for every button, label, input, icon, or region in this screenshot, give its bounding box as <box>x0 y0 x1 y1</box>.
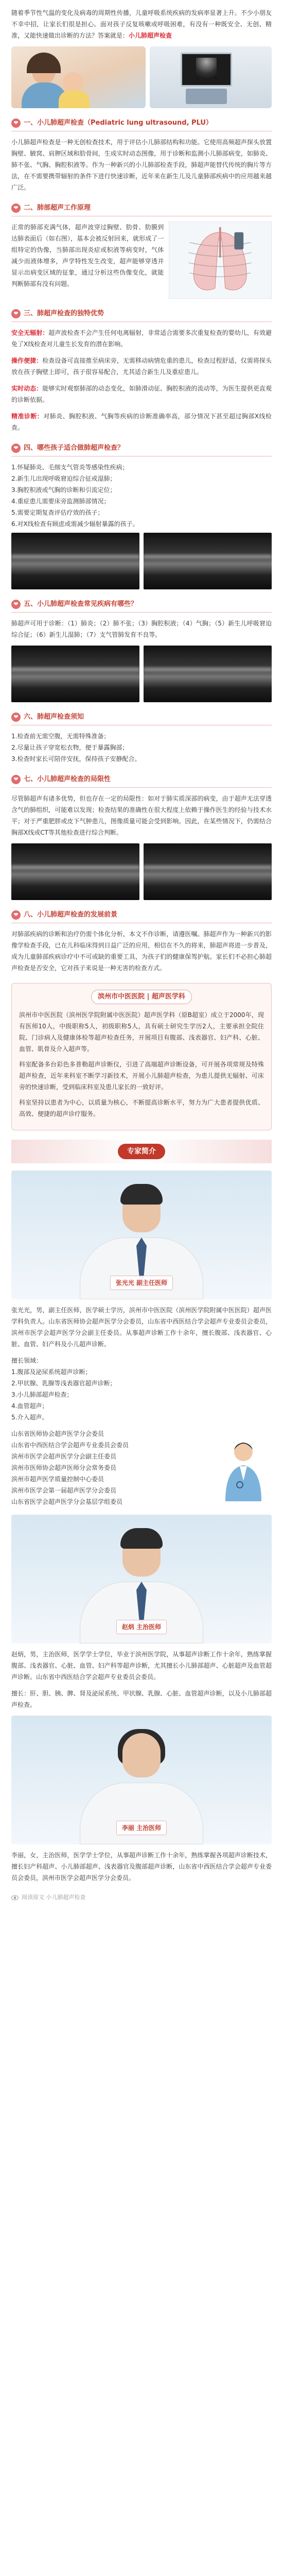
hospital-banner-head: 滨州市中医医院 | 超声医学科 <box>19 990 264 1004</box>
section-title-5: ❤ 五、小儿肺超声检查常见疾病有哪些？ <box>11 599 272 610</box>
title-underline <box>11 612 272 613</box>
section-title-7: ❤ 七、小儿肺超声检查的局限性 <box>11 774 272 785</box>
honor-item: 山东省医师协会超声医学分会委员 <box>11 1430 104 1437</box>
banner-text: 科室配备多台彩色多普勒超声诊断仪，引进了高端超声诊断设备，可开展各项常规及特殊超声检查，近年来科室不断学习新技术，开展小儿肺超声检查，为患儿提供无辐射、可床旁的快速诊断，受到临床科室及患儿家长的一致好评。 <box>19 1061 264 1091</box>
ultrasound-image-pair <box>11 646 272 702</box>
hospital-banner <box>11 983 272 1130</box>
section-1-text: 小儿肺超声检查是一种无创检查技术，用于评估小儿肺部结构和功能。它使用高频超声探头放置胸壁、腋窝、肩胛区域和肋骨间，生成实时动态图像，用于诊断和监测小儿肺部病变，如肺炎、肺不张、气胸、胸腔积液等。作为一种新兴的小儿肺部检查手段，肺超声能替代传统的胸片等方法，在不需要携带辐射的条件下进行快速诊断，近年来在新生儿及儿童肺部疾病中的应用越来越广泛。 <box>11 139 272 191</box>
expert-intro-label: 专家简介 <box>118 1144 165 1159</box>
hero-ultrasound-machine <box>150 46 272 108</box>
ultrasound-image <box>144 843 272 900</box>
section-title-6: ❤ 六、肺超声检查须知 <box>11 711 272 723</box>
doctor-name-tag: 李丽 主治医师 <box>116 1821 167 1835</box>
heart-icon: ❤ <box>11 444 21 453</box>
doctor-name-tag: 张光光 副主任医师 <box>110 1276 173 1290</box>
advantage-item: 精准诊断：对肺炎、胸腔积液、气胸等疾病的诊断准确率高，部分情况下甚至超过胸部X线检查。 <box>11 413 272 431</box>
list-item: 2.新生儿出现呼吸窘迫综合征或湿肺； <box>11 475 116 482</box>
ultrasound-image <box>11 843 139 900</box>
doctor-photo <box>11 1515 272 1643</box>
medical-staff-icon <box>215 1434 272 1501</box>
section-title-2: ❤ 二、肺部超声工作原理 <box>11 202 272 214</box>
honor-item: 滨州市医师协会超声医师分会常务委员 <box>11 1464 117 1471</box>
doctor-bio: 张光光，男，副主任医师，医学硕士学历，滨州市中医医院（滨州医学院附属中医医院）超声医学科负责人。山东省医师协会超声医学分会委员，山东省中西医结合学会超声专业委员会委员，滨州市医学会超声医学分会副主任委员。从事超声诊断工作十余年，擅长腹部、浅表器官、心脏、血管、妇产科及小儿超声诊断。 <box>11 1307 272 1348</box>
lung-diagram-icon <box>169 222 271 298</box>
department-name: 超声医学科 <box>151 993 185 1001</box>
honor-item: 滨州市医学会第一届超声医学分会委员 <box>11 1487 117 1494</box>
section-2-body <box>11 222 272 299</box>
heart-icon: ❤ <box>11 713 21 722</box>
read-original-link[interactable] <box>11 1892 272 1903</box>
ultrasound-image-pair <box>11 533 272 589</box>
hospital-name: 滨州市中医医院 <box>98 993 145 1001</box>
eye-icon <box>11 1895 19 1900</box>
list-item: 2.尽量让孩子穿宽松衣物，便于暴露胸部； <box>11 744 129 751</box>
doctor-bio: 擅长：肝、胆、胰、脾、肾及泌尿系统、甲状腺、乳腺、心脏、血管超声诊断，以及小儿肺部超声检查。 <box>11 1690 272 1708</box>
section-8-text: 对肺部疾病的诊断和治疗仍需个体化分析，本文不作诊断，请遵医嘱。肺超声作为一种新兴的影像学检查手段，已在儿科临床得到日益广泛的应用，相信在不久的将来，肺超声将进一步普及，成为儿童肺部疾病诊疗中不可或缺的重要工具，为孩子们的健康保驾护航。家长们不必担心肺超声检查是否安全，它对孩子来说是一种无害的检查方式。 <box>11 930 272 972</box>
honors-block <box>11 1428 272 1507</box>
section-title-1: ❤ 一、小儿肺超声检查（Pediatric lung ultrasound, PLU） <box>11 117 272 129</box>
list-item: 4.重症患儿需要床旁监测肺部情况； <box>11 498 110 505</box>
heart-icon: ❤ <box>11 775 21 784</box>
banner-text: 滨州市中医医院（滨州医学院附属中医医院）超声医学科（原B超室）成立于2000年，现有医师10人，中级职称5人，初级职称5人，具有硕士研究生学历2人，主要承担全院住院、门诊病人及健康体检等超声检查任务，开展项目有腹部、浅表器官、妇产科、心脏、血管、肌骨及介入超声等。 <box>19 1011 264 1053</box>
honor-item: 滨州市超声医学质量控制中心委员 <box>11 1476 104 1483</box>
ultrasound-image-pair <box>11 843 272 900</box>
doctor-photo <box>11 1171 272 1299</box>
section-5-text: 肺超声可用于诊断：（1）肺炎；（2）肺不张；（3）胸腔积液；（4）气胸；（5）新生儿呼吸窘迫综合征；（6）新生儿湿肺；（7）支气管肺发育不良等。 <box>11 620 272 638</box>
honor-item: 滨州市医学会超声医学分会副主任委员 <box>11 1453 117 1460</box>
section-2-text: 正常的肺部充满气体，超声波穿过胸壁、肋骨、肋膜到达肺表面后（如右图），基本会被反射回来，就形成了一组特定的伪像，当肺部出现炎症或积液等病变时，气体减少而液体增多，声学特性发生改变，超声能够穿透并显示出病变区域的征象，通过分析这些伪像变化，就能判断肺部有没有问题。 <box>11 224 164 287</box>
section-title-4: ❤ 四、哪些孩子适合做肺超声检查？ <box>11 443 272 454</box>
advantage-item: 实时动态：能够实时观察肺部的动态变化，如肺滑动征、胸腔积液的流动等，为医生提供更直观的诊断依据。 <box>11 385 272 403</box>
title-underline <box>11 787 272 788</box>
intro-paragraph: 随着季节性气温的变化及病毒的周期性传播，儿童呼吸系统疾病的发病率显著上升。不少小朋友不幸中招，让家长们很是担心。面对孩子反复咳嗽或呼吸困难，有没有一种既安全、无创、精准，又能快速做出诊断的方法？答案就是：小儿肺超声检查 <box>11 9 272 39</box>
doctor-bio: 李丽，女，主治医师，医学学士学位，从事超声诊断工作十余年，熟练掌握各项超声诊断技术，擅长妇产科超声、小儿肺部超声、浅表器官及腹部超声诊断，山东省中西医结合学会超声专业委员会委员，滨州市医学会超声医学分会委员。 <box>11 1852 272 1882</box>
ultrasound-image <box>144 646 272 702</box>
advantage-item: 操作便捷：检查设备可直接推至病床旁，无需移动病情危重的患儿，检查过程舒适，仅需将探头放在孩子胸壁上即可，孩子很容易配合，尤其适合新生儿及重症患儿。 <box>11 357 272 376</box>
advantage-item: 安全无辐射：超声波检查不会产生任何电离辐射，非常适合需要多次重复检查的婴幼儿，有效避免了X线检查对儿童生长发育的潜在影响。 <box>11 329 272 348</box>
doctor-bio: 赵炳，男，主治医师，医学学士学位，毕业于滨州医学院，从事超声诊断工作十余年，熟练掌握腹部、浅表器官、心脏、血管、妇产科等超声诊断，尤其擅长小儿肺部超声、心脏超声及血管超声诊断。山东省中西医结合学会超声专业委员会委员。 <box>11 1651 272 1681</box>
list-item: 5.需要定期复查评估疗效的孩子； <box>11 509 104 516</box>
footer-text: 阅读原文 小儿肺超声检查 <box>22 1894 86 1901</box>
hero-images <box>11 46 272 108</box>
title-underline <box>11 321 272 322</box>
list-item: 1.检查前无需空腹，无需特殊准备； <box>11 733 110 740</box>
skill-item: 1.腹部及泌尿系统超声诊断； <box>11 1368 92 1376</box>
skill-item: 2.甲状腺、乳腺等浅表器官超声诊断； <box>11 1380 116 1387</box>
heart-icon: ❤ <box>11 309 21 318</box>
honor-item: 山东省中西医结合学会超声专业委员会委员 <box>11 1442 129 1449</box>
section-title-8: ❤ 八、小儿肺超声检查的发展前景 <box>11 909 272 921</box>
list-item: 6.对X线检查有顾虑或需减少辐射暴露的孩子。 <box>11 520 139 528</box>
section-7-text: 尽管肺超声有诸多优势，但也存在一定的局限性：如对于肺实质深部的病变，由于超声无法穿透含气的肺组织，可能难以发现；检查结果的准确性在很大程度上依赖于操作医生的经验与技术水平；对于严重肥胖或皮下气肿患儿，图像质量可能会受到影响。因此，在某些情况下，仍需结合胸部X线或CT等其他检查进行综合判断。 <box>11 795 272 836</box>
intro <box>0 0 283 108</box>
skill-item: 3.小儿肺部超声检查； <box>11 1391 73 1398</box>
banner-text: 科室坚持以患者为中心，以质量为核心，不断提高诊断水平，努力为广大患者提供优质、高效、便捷的超声诊疗服务。 <box>19 1099 264 1117</box>
heart-icon: ❤ <box>11 910 21 920</box>
doctor-photo <box>11 1716 272 1844</box>
ultrasound-image <box>11 533 139 589</box>
heart-icon: ❤ <box>11 204 21 213</box>
skill-item: 4.血管超声； <box>11 1402 48 1410</box>
hero-photo-mother-child <box>11 46 146 108</box>
list-item: 3.胸腔积液或气胸的诊断和引流定位； <box>11 486 116 494</box>
list-item: 1.怀疑肺炎、毛细支气管炎等感染性疾病； <box>11 464 129 471</box>
skills-title: 擅长领域： <box>11 1357 43 1364</box>
skill-item: 5.介入超声。 <box>11 1414 48 1421</box>
ultrasound-image <box>144 533 272 589</box>
chest-diagram <box>169 222 272 299</box>
expert-intro-bar <box>11 1140 272 1163</box>
doctor-name-tag: 赵炳 主治医师 <box>116 1620 167 1634</box>
honor-item: 山东省医学会超声医学分会基层学组委员 <box>11 1498 123 1505</box>
ultrasound-image <box>11 646 139 702</box>
heart-icon: ❤ <box>11 118 21 128</box>
heart-icon: ❤ <box>11 600 21 609</box>
section-title-3: ❤ 三、肺超声检查的独特优势 <box>11 308 272 319</box>
list-item: 3.检查时家长可陪伴安抚，保持孩子安静配合。 <box>11 755 141 762</box>
